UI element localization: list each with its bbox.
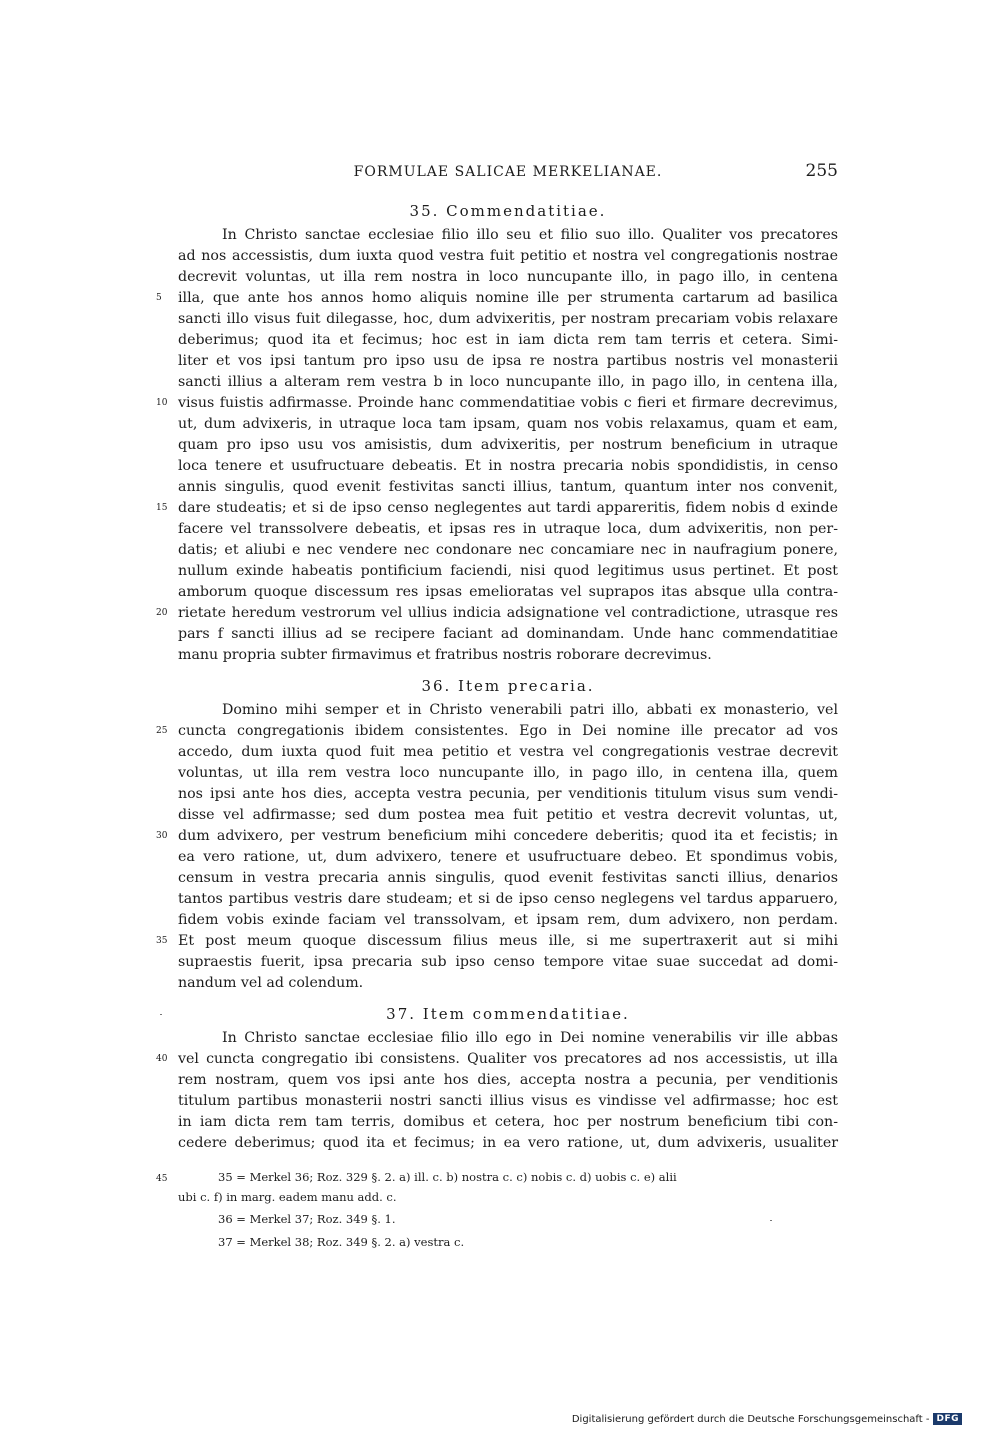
text-line: illa, que ante hos annos homo aliquis nomine ille per strumenta cartarum ad basilica [178, 290, 838, 306]
margin-line-number: 15 [156, 503, 168, 513]
page-number: 255 [805, 161, 838, 181]
text-line: Et post meum quoque discessum filius meus ille, si me supertraxerit aut si mihi [178, 933, 838, 949]
margin-line-number: 10 [156, 398, 168, 408]
text-line: titulum partibus monasterii nostri sancti illius visus es vindisse vel adfirmasse; hoc est [178, 1093, 838, 1109]
text-line: deberimus; quod ita et fecimus; hoc est in iam dicta rem tam terris et cetera. Simi- [178, 332, 838, 348]
text-line: cedere deberimus; quod ita et fecimus; in ea vero ratione, ut, dum advixeris, usualiter [178, 1135, 838, 1151]
scan-speck [770, 1220, 772, 1221]
text-line: nos ipsi ante hos dies, accepta vestra pecunia, per venditionis titulum visus sum vendi- [178, 786, 838, 802]
text-line: In Christo sanctae ecclesiae filio illo seu et filio suo illo. Qualiter vos precatores [222, 227, 838, 243]
text-line: voluntas, ut illa rem vestra loco nuncupante illo, in pago illo, in centena illa, quem [178, 765, 838, 781]
margin-line-number: 5 [156, 293, 162, 303]
text-line: nullum exinde habeatis pontificium faciendi, nisi quod legitimus usus pertinet. Et post [178, 563, 838, 579]
text-line: tantos partibus vestris dare studeam; et si de ipso censo neglegens vel tardus apparuero, [178, 891, 838, 907]
text-line: fidem vobis exinde faciam vel transsolvam, et ipsam rem, dum advixero, non perdam. [178, 912, 838, 928]
text-line: vel cuncta congregatio ibi consistens. Qualiter vos precatores ad nos accessistis, ut illa [178, 1051, 838, 1067]
dfg-logo-icon: DFG [933, 1413, 962, 1425]
margin-line-number: 35 [156, 936, 168, 946]
text-line: loca tenere et usufructuare debeatis. Et in nostra precaria nobis spondidistis, in censo [178, 458, 838, 474]
text-line: sancti illo visus fuit dilegasse, hoc, dum advixeritis, per nostram precariam vobis relaxare [178, 311, 838, 327]
text-line: annis singulis, quod evenit festivitas sancti illius, tantum, quantum inter nos convenit, [178, 479, 838, 495]
text-line: nandum vel ad colendum. [178, 975, 364, 991]
text-line: manu propria subter firmavimus et fratribus nostris roborare decrevimus. [178, 647, 712, 663]
text-line: dum advixero, per vestrum beneficium mihi concedere deberitis; quod ita et fecistis; in [178, 828, 838, 844]
text-line: visus fuistis adfirmasse. Proinde hanc commendatitiae vobis c fieri et firmare decrevimus, [178, 395, 838, 411]
text-line: sancti illius a alteram rem vestra b in loco nuncupante illo, in pago illo, in centena illa, [178, 374, 838, 390]
margin-line-number: 45 [156, 1174, 168, 1184]
margin-line-number: 20 [156, 608, 168, 618]
footnote: 35 = Merkel 36; Roz. 329 §. 2. a) ill. c. b) nostra c. c) nobis c. d) uobis c. e) alii [218, 1170, 677, 1184]
text-line: supraestis fuerit, ipsa precaria sub ipso censo tempore vitae suae succedat ad domi- [178, 954, 838, 970]
text-line: rietate heredum vestrorum vel ullius indicia adsignatione vel contradictione, utrasque res [178, 605, 838, 621]
text-line: dare studeatis; et si de ipso censo neglegentes aut tardi appareritis, fidem nobis d exinde [178, 500, 838, 516]
text-line: ea vero ratione, ut, dum advixero, tenere et usufructuare debeo. Et spondimus vobis, [178, 849, 838, 865]
text-line: Domino mihi semper et in Christo venerabili patri illo, abbati ex monasterio, vel [222, 702, 838, 718]
text-line: decrevit voluntas, ut illa rem nostra in loco nuncupante illo, in pago illo, in centena [178, 269, 838, 285]
credit-text: Digitalisierung gefördert durch die Deutsche Forschungsgemeinschaft - [571, 1413, 930, 1425]
margin-line-number: 40 [156, 1054, 168, 1064]
margin-line-number: 30 [156, 831, 168, 841]
text-line: pars f sancti illius ad se recipere faciant ad dominandam. Unde hanc commendatitiae [178, 626, 838, 642]
footnote: 37 = Merkel 38; Roz. 349 §. 2. a) vestra c. [218, 1235, 465, 1249]
text-line: accedo, dum iuxta quod fuit mea petitio et vestra vel congregationis vestrae decrevit [178, 744, 838, 760]
section-title: 37. Item commendatitiae. [386, 1005, 630, 1023]
text-line: ad nos accessistis, dum iuxta quod vestra fuit petitio et nostra vel congregationis nostrae [178, 248, 838, 264]
text-line: ut, dum advixeris, in utraque loca tam ipsam, quam nos vobis relaxamus, quam et eam, [178, 416, 838, 432]
text-line: datis; et aliubi e nec vendere nec condonare nec concamiare nec in naufragium ponere, [178, 542, 838, 558]
scan-speck [160, 1014, 162, 1015]
margin-line-number: 25 [156, 726, 168, 736]
text-line: censum in vestra precaria annis singulis, quod evenit festivitas sancti illius, denarios [178, 870, 838, 886]
section-title: 36. Item precaria. [421, 677, 595, 695]
text-line: in iam dicta rem tam terris, domibus et cetera, hoc per nostrum beneficium tibi con- [178, 1114, 838, 1130]
section-title: 35. Commendatitiae. [409, 202, 607, 220]
text-line: In Christo sanctae ecclesiae filio illo ego in Dei nomine venerabilis vir ille abbas [222, 1030, 838, 1046]
text-line: amborum quoque discessum res ipsas emelioratas vel suprapos itas absque ulla contra- [178, 584, 838, 600]
digitization-credit [572, 1413, 962, 1425]
running-title: FORMULAE SALICAE MERKELIANAE. [353, 164, 663, 180]
text-line: disse vel adfirmasse; sed dum postea mea fuit petitio et vestra decrevit voluntas, ut, [178, 807, 838, 823]
text-line: quam pro ipso usu vos amisistis, dum advixeritis, per nostrum beneficium in utraque [178, 437, 838, 453]
running-head [178, 161, 838, 183]
text-line: cuncta congregationis ibidem consistentes. Ego in Dei nomine ille precator ad vos [178, 723, 838, 739]
text-line: rem nostram, quem vos ipsi ante hos dies, accepta nostra a pecunia, per venditionis [178, 1072, 838, 1088]
text-line: facere vel transsolvere debeatis, et ipsas res in utraque loca, dum advixeritis, non per- [178, 521, 838, 537]
footnote: 36 = Merkel 37; Roz. 349 §. 1. [218, 1212, 396, 1226]
text-line: liter et vos ipsi tantum pro ipso usu de ipsa re nostra partibus nostris vel monasterii [178, 353, 838, 369]
footnote: ubi c. f) in marg. eadem manu add. c. [178, 1190, 397, 1204]
